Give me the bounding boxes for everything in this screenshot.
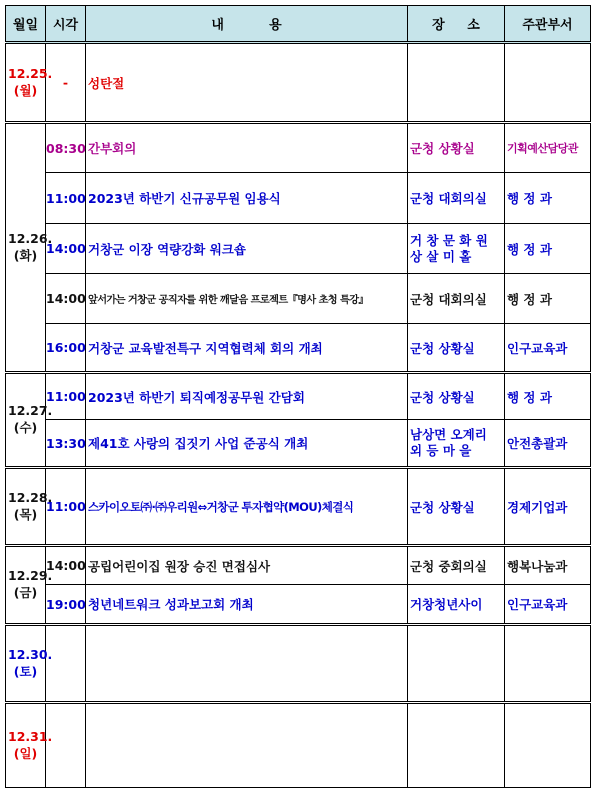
date-cell: 12.31. (일) (6, 703, 46, 788)
time-cell: 08:30 (46, 123, 86, 173)
time-cell: - (46, 43, 86, 123)
table-row (6, 546, 591, 585)
date-cell: 12.30. (토) (6, 625, 46, 703)
place-cell (408, 625, 505, 703)
dept-cell: 인구교육과 (505, 324, 591, 373)
dept-cell: 행 정 과 (505, 274, 591, 324)
table-row (6, 585, 591, 625)
time-cell (46, 703, 86, 788)
header-content: 내 용 (86, 6, 408, 43)
date-cell: 12.25. (월) (6, 43, 46, 123)
time-cell: 11:00 (46, 173, 86, 224)
dept-cell (505, 703, 591, 788)
content-cell: 간부회의 (86, 123, 408, 173)
place-cell (408, 703, 505, 788)
content-cell: 거창군 이장 역량강화 워크숍 (86, 224, 408, 274)
date-cell: 12.29. (금) (6, 546, 46, 625)
header-time: 시각 (46, 6, 86, 43)
table-row (6, 625, 591, 703)
header-date: 월일 (6, 6, 46, 43)
time-cell: 16:00 (46, 324, 86, 373)
content-cell: 거창군 교육발전특구 지역협력체 회의 개최 (86, 324, 408, 373)
time-cell: 19:00 (46, 585, 86, 625)
header-dept: 주관부서 (505, 6, 591, 43)
dept-cell: 행복나눔과 (505, 546, 591, 585)
place-cell: 군청 상황실 (408, 373, 505, 420)
dept-cell: 기획예산담당관 (505, 123, 591, 173)
dept-cell: 행 정 과 (505, 224, 591, 274)
time-cell (46, 625, 86, 703)
content-cell (86, 625, 408, 703)
time-cell: 13:30 (46, 420, 86, 468)
content-cell: 2023년 하반기 신규공무원 임용식 (86, 173, 408, 224)
table-row (6, 703, 591, 788)
table-row (6, 373, 591, 420)
schedule-table (5, 5, 591, 788)
table-row (6, 274, 591, 324)
table-row (6, 324, 591, 373)
time-cell: 11:00 (46, 468, 86, 546)
time-cell: 11:00 (46, 373, 86, 420)
time-cell: 14:00 (46, 274, 86, 324)
content-cell: 앞서가는 거창군 공직자를 위한 깨달음 프로젝트『명사 초청 특강』 (86, 274, 408, 324)
content-cell: 공립어린이집 원장 승진 면접심사 (86, 546, 408, 585)
place-cell: 군청 상황실 (408, 324, 505, 373)
table-row (6, 224, 591, 274)
date-cell: 12.28. (목) (6, 468, 46, 546)
header-place: 장 소 (408, 6, 505, 43)
table-row (6, 173, 591, 224)
time-cell: 14:00 (46, 546, 86, 585)
dept-cell: 인구교육과 (505, 585, 591, 625)
time-cell: 14:00 (46, 224, 86, 274)
content-cell (86, 703, 408, 788)
content-cell: 2023년 하반기 퇴직예정공무원 간담회 (86, 373, 408, 420)
table-row (6, 123, 591, 173)
dept-cell: 경제기업과 (505, 468, 591, 546)
dept-cell (505, 625, 591, 703)
content-cell: 스카이오토㈜·㈜우리원⇔거창군 투자협약(MOU)체결식 (86, 468, 408, 546)
place-cell: 거창청년사이 (408, 585, 505, 625)
place-cell: 군청 상황실 (408, 123, 505, 173)
content-cell: 제41호 사랑의 집짓기 사업 준공식 개최 (86, 420, 408, 468)
table-row (6, 420, 591, 468)
table-row (6, 468, 591, 546)
dept-cell: 행 정 과 (505, 373, 591, 420)
dept-cell: 행 정 과 (505, 173, 591, 224)
date-cell: 12.26. (화) (6, 123, 46, 373)
place-cell (408, 43, 505, 123)
place-cell: 군청 중회의실 (408, 546, 505, 585)
place-cell: 남상면 오계리 외 등 마 을 (408, 420, 505, 468)
dept-cell: 안전총괄과 (505, 420, 591, 468)
place-cell: 군청 대회의실 (408, 274, 505, 324)
date-cell: 12.27. (수) (6, 373, 46, 468)
place-cell: 군청 상황실 (408, 468, 505, 546)
place-cell: 군청 대회의실 (408, 173, 505, 224)
content-cell: 청년네트워크 성과보고회 개최 (86, 585, 408, 625)
place-cell: 거 창 문 화 원 상 살 미 홀 (408, 224, 505, 274)
content-cell: 성탄절 (86, 43, 408, 123)
table-row (6, 43, 591, 123)
dept-cell (505, 43, 591, 123)
header-row (6, 6, 591, 43)
